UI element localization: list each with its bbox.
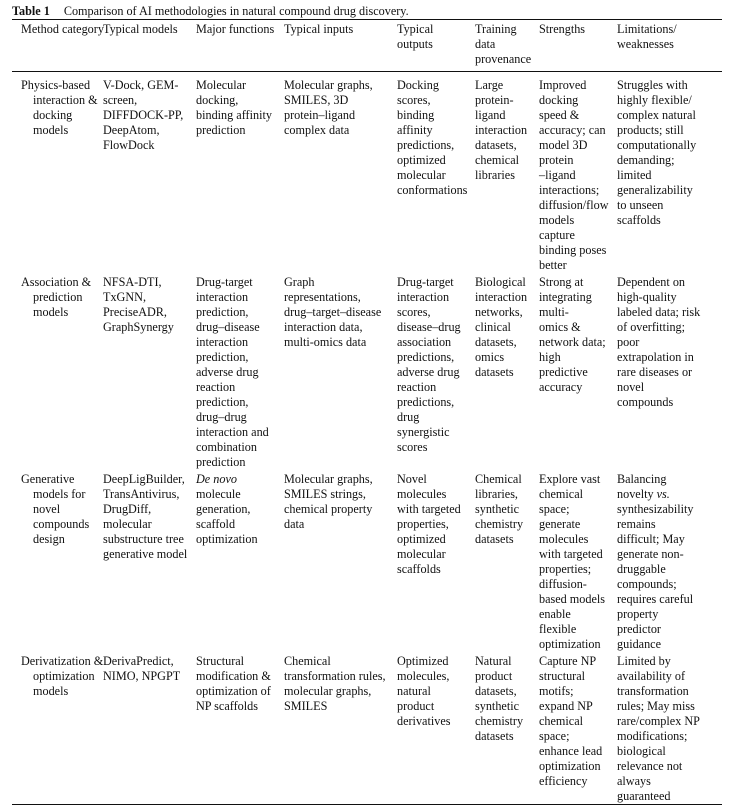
header-line: Typical models	[103, 22, 178, 36]
cell-line: molecular	[397, 168, 446, 182]
cell-line: remains	[617, 517, 656, 531]
cell-line: guaranteed	[617, 789, 671, 803]
table-cell	[617, 275, 722, 470]
cell-line: synergistic	[397, 425, 450, 439]
cell-line: libraries,	[475, 487, 518, 501]
cell-line: adverse drug	[397, 365, 460, 379]
header-line: Strengths	[539, 22, 586, 36]
cell-line: high	[539, 350, 561, 364]
method-category	[12, 78, 103, 273]
cell-line: diffusion-	[539, 577, 587, 591]
cell-line: synthesizability	[617, 502, 694, 516]
cell-line: interaction data,	[284, 320, 363, 334]
method-category	[12, 275, 103, 470]
cell-line: requires careful	[617, 592, 694, 606]
table-cell	[539, 78, 617, 273]
cell-line: Explore vast	[539, 472, 601, 486]
cell-line: Optimized	[397, 654, 449, 668]
cell-line: diffusion/flow	[539, 198, 609, 212]
cell-line: network data;	[539, 335, 606, 349]
cell-line: difficult; May	[617, 532, 685, 546]
category-line: Derivatization &	[21, 654, 104, 668]
cell-line: chemistry	[475, 714, 524, 728]
table-cell	[617, 472, 722, 652]
cell-line: transformation	[617, 684, 689, 698]
cell-line: NIMO, NPGPT	[103, 669, 181, 683]
cell-line: Graph	[284, 275, 315, 289]
cell-line: datasets	[475, 532, 514, 546]
cell-line: flexible	[539, 622, 577, 636]
cell-line: disease–drug	[397, 320, 461, 334]
cell-line: DerivaPredict,	[103, 654, 174, 668]
table-cell	[475, 654, 539, 804]
cell-line: drug–disease	[196, 320, 260, 334]
cell-line: Struggles with	[617, 78, 688, 92]
table-cell	[196, 78, 284, 273]
cell-line: V-Dock, GEM-	[103, 78, 179, 92]
cell-line: accuracy	[539, 380, 583, 394]
italic-text: De novo	[196, 472, 237, 486]
header-cell	[196, 20, 284, 71]
cell-line: optimized	[397, 532, 446, 546]
header-cell	[617, 20, 722, 71]
cell-line: with targeted	[539, 547, 603, 561]
table-cell	[196, 275, 284, 470]
table-cell	[196, 472, 284, 652]
cell-line: protein–ligand	[284, 108, 356, 122]
cell-line: predictions,	[397, 138, 455, 152]
cell-line: association	[397, 335, 452, 349]
table-cell	[475, 78, 539, 273]
cell-line: compounds	[617, 395, 674, 409]
table-cell	[397, 654, 475, 804]
category-line: models for	[33, 487, 86, 501]
cell-line: docking	[539, 93, 579, 107]
cell-line: modifications;	[617, 729, 688, 743]
table-row	[12, 273, 722, 470]
header-cell	[103, 20, 196, 71]
cell-line: space;	[539, 729, 570, 743]
cell-line: efficiency	[539, 774, 588, 788]
cell-line: complex data	[284, 123, 350, 137]
cell-line: reaction	[196, 380, 236, 394]
cell-line: NP scaffolds	[196, 699, 258, 713]
table-cell	[539, 654, 617, 804]
cell-line: interactions;	[539, 183, 600, 197]
cell-line: DrugDiff,	[103, 502, 152, 516]
cell-line: accuracy; can	[539, 123, 606, 137]
table-cell	[617, 78, 722, 273]
cell-line: guidance	[617, 637, 661, 651]
cell-line: scaffold	[196, 517, 236, 531]
cell-line: poor	[617, 335, 640, 349]
header-line: data	[475, 37, 496, 51]
cell-line: novel	[617, 380, 645, 394]
header-line: Limitations/	[617, 22, 677, 36]
cell-line: chemical property	[284, 502, 373, 516]
cell-line: scores,	[397, 305, 431, 319]
cell-line: Biological	[475, 275, 526, 289]
cell-line: with targeted	[397, 502, 461, 516]
category-line: interaction &	[33, 93, 98, 107]
table	[12, 3, 722, 805]
cell-line: PreciseADR,	[103, 305, 167, 319]
cell-line: highly flexible/	[617, 93, 692, 107]
category-line: models	[33, 123, 69, 137]
cell-line: based models	[539, 592, 606, 606]
cell-line: Chemical	[475, 472, 522, 486]
cell-line: binding poses	[539, 243, 607, 257]
cell-line: multi-	[539, 305, 569, 319]
table-cell	[284, 275, 397, 470]
cell-line: scaffolds	[617, 213, 661, 227]
cell-line: Capture NP	[539, 654, 597, 668]
cell-line: –ligand	[539, 168, 576, 182]
category-line: Association &	[21, 275, 92, 289]
cell-line: molecular	[103, 517, 152, 531]
cell-line: scores	[397, 440, 428, 454]
cell-line: NFSA-DTI,	[103, 275, 162, 289]
cell-line: speed &	[539, 108, 580, 122]
cell-line: interaction	[196, 290, 249, 304]
category-line: novel	[33, 502, 61, 516]
cell-line: druggable	[617, 562, 666, 576]
cell-line: screen,	[103, 93, 138, 107]
cell-line: GraphSynergy	[103, 320, 174, 334]
table-cell	[539, 472, 617, 652]
cell-line: Chemical	[284, 654, 331, 668]
cell-line: property	[617, 607, 659, 621]
header-line: Training	[475, 22, 517, 36]
cell-line: labeled data; risk	[617, 305, 701, 319]
cell-line: docking,	[196, 93, 239, 107]
cell-line: predictions,	[397, 350, 455, 364]
cell-line: molecules	[397, 487, 447, 501]
cell-line: availability of	[617, 669, 686, 683]
cell-line: compounds;	[617, 577, 677, 591]
cell-line: datasets,	[475, 138, 517, 152]
category-line: docking	[33, 108, 73, 122]
cell-line: interaction	[475, 123, 528, 137]
cell-line: SMILES	[284, 699, 328, 713]
cell-line: DIFFDOCK-PP,	[103, 108, 184, 122]
cell-line: multi-omics data	[284, 335, 367, 349]
cell-line: ligand	[475, 108, 506, 122]
cell-line: Molecular graphs,	[284, 78, 373, 92]
table-cell	[475, 472, 539, 652]
cell-line: prediction	[196, 455, 246, 469]
cell-line: Large	[475, 78, 504, 92]
cell-line: properties;	[539, 562, 592, 576]
cell-line: generalizability	[617, 183, 693, 197]
cell-line: synthetic	[475, 699, 520, 713]
cell-line: affinity	[397, 123, 433, 137]
cell-line: datasets	[475, 729, 514, 743]
cell-line: product	[475, 669, 513, 683]
cell-line: Structural	[196, 654, 245, 668]
cell-line: datasets,	[475, 684, 517, 698]
header-cell	[539, 20, 617, 71]
category-line: compounds	[33, 517, 90, 531]
header-cell	[284, 20, 397, 71]
cell-line: optimization of	[196, 684, 271, 698]
cell-line: properties,	[397, 517, 449, 531]
cell-line: molecules	[539, 532, 589, 546]
cell-line: generate non-	[617, 547, 684, 561]
header-line: Typical inputs	[284, 22, 354, 36]
cell-line: representations,	[284, 290, 361, 304]
table-cell	[539, 275, 617, 470]
cell-line: reaction	[397, 380, 437, 394]
cell-line: relevance not	[617, 759, 683, 773]
header-line: weaknesses	[617, 37, 674, 51]
cell-line: enable	[539, 607, 571, 621]
cell-line: substructure tree	[103, 532, 184, 546]
header-line: Method category	[21, 22, 104, 36]
cell-line: biological	[617, 744, 666, 758]
cell-line: rare diseases or	[617, 365, 693, 379]
cell-line: binding affinity	[196, 108, 272, 122]
header-line: Major functions	[196, 22, 275, 36]
table-row	[12, 652, 722, 804]
category-line: models	[33, 684, 69, 698]
cell-line: TransAntivirus,	[103, 487, 180, 501]
cell-line: prediction,	[196, 305, 249, 319]
cell-line: Improved	[539, 78, 587, 92]
cell-line: natural	[397, 684, 431, 698]
header-cell	[475, 20, 539, 71]
cell-line: structural	[539, 669, 586, 683]
cell-line: rare/complex NP	[617, 714, 700, 728]
caption-text: Comparison of AI methodologies in natural compound drug discovery.	[63, 4, 409, 18]
header-cell	[12, 20, 103, 71]
cell-line: drug	[397, 410, 420, 424]
cell-line: demanding;	[617, 153, 675, 167]
cell-line: FlowDock	[103, 138, 155, 152]
cell-line: modification &	[196, 669, 271, 683]
table-cell	[284, 78, 397, 273]
cell-line: molecular	[397, 547, 446, 561]
cell-line: Novel	[397, 472, 427, 486]
cell-line: computationally	[617, 138, 697, 152]
cell-line: extrapolation in	[617, 350, 694, 364]
table-cell	[103, 78, 196, 273]
cell-line: motifs;	[539, 684, 574, 698]
cell-line: SMILES strings,	[284, 487, 366, 501]
cell-line: products; still	[617, 123, 684, 137]
cell-line: Drug-target	[397, 275, 454, 289]
table-header	[12, 20, 722, 71]
cell-line: scores,	[397, 93, 431, 107]
category-line: Generative	[21, 472, 75, 486]
table-cell	[103, 275, 196, 470]
method-category	[12, 654, 103, 804]
cell-line: predictions,	[397, 395, 455, 409]
cell-line: optimized	[397, 153, 446, 167]
cell-line: Strong at	[539, 275, 584, 289]
cell-line: networks,	[475, 305, 523, 319]
table-row	[12, 470, 722, 652]
table-cell	[284, 654, 397, 804]
cell-line: Drug-target	[196, 275, 253, 289]
table-cell	[196, 654, 284, 804]
cell-line: combination	[196, 440, 257, 454]
cell-line: interaction	[475, 290, 528, 304]
table-row	[12, 72, 722, 273]
cell-line: datasets	[475, 365, 514, 379]
cell-line	[196, 472, 284, 487]
cell-line: Balancing	[617, 472, 667, 486]
cell-line: drug–target–disease	[284, 305, 382, 319]
cell-line: model 3D	[539, 138, 588, 152]
cell-line: prediction,	[196, 395, 249, 409]
cell-line: protein-	[475, 93, 514, 107]
cell-line: Limited by	[617, 654, 671, 668]
cell-line: of overfitting;	[617, 320, 686, 334]
cell-line: interaction and	[196, 425, 269, 439]
cell-line: omics &	[539, 320, 581, 334]
table-cell	[397, 472, 475, 652]
cell-line: novelty vs.	[617, 487, 670, 501]
cell-line: rules; May miss	[617, 699, 695, 713]
cell-line: optimization	[539, 637, 601, 651]
cell-line: chemistry	[475, 517, 524, 531]
cell-line: conformations	[397, 183, 468, 197]
cell-line: interaction	[397, 290, 450, 304]
cell-line: chemical	[475, 153, 519, 167]
cell-line: limited	[617, 168, 652, 182]
cell-line: molecules,	[397, 669, 450, 683]
category-line: Physics-based	[21, 78, 91, 92]
cell-line: predictive	[539, 365, 588, 379]
category-line: prediction	[33, 290, 83, 304]
cell-line: molecular graphs,	[284, 684, 372, 698]
table-cell	[284, 472, 397, 652]
cell-line: optimization	[539, 759, 601, 773]
cell-line: molecule	[196, 487, 241, 501]
cell-line: transformation rules,	[284, 669, 386, 683]
cell-line: optimization	[196, 532, 258, 546]
cell-line: synthetic	[475, 502, 520, 516]
cell-line: scaffolds	[397, 562, 441, 576]
header-line: Typical	[397, 22, 434, 36]
table-cell	[103, 654, 196, 804]
table-cell	[617, 654, 722, 804]
cell-line: Dependent on	[617, 275, 686, 289]
method-category	[12, 472, 103, 652]
header-cell	[397, 20, 475, 71]
cell-line: product	[397, 699, 435, 713]
cell-line: drug–drug	[196, 410, 247, 424]
cell-line: TxGNN,	[103, 290, 146, 304]
cell-line: protein	[539, 153, 574, 167]
cell-line: to unseen	[617, 198, 664, 212]
cell-line: generate	[539, 517, 581, 531]
cell-line: capture	[539, 228, 575, 242]
cell-line: prediction,	[196, 350, 249, 364]
cell-line: DeepLigBuilder,	[103, 472, 185, 486]
cell-line: datasets,	[475, 335, 517, 349]
table-cell	[397, 275, 475, 470]
cell-line: prediction	[196, 123, 246, 137]
cell-line: chemical	[539, 714, 583, 728]
table-caption	[12, 3, 722, 19]
cell-line: models	[539, 213, 575, 227]
cell-line: better	[539, 258, 567, 272]
cell-line: interaction	[196, 335, 249, 349]
cell-line: binding	[397, 108, 435, 122]
cell-line: always	[617, 774, 651, 788]
cell-line: high-quality	[617, 290, 677, 304]
category-line: design	[33, 532, 65, 546]
table-cell	[103, 472, 196, 652]
caption-label: Table 1	[12, 4, 50, 18]
cell-line: integrating	[539, 290, 592, 304]
cell-line: Natural	[475, 654, 512, 668]
cell-line: enhance lead	[539, 744, 603, 758]
table-cell	[475, 275, 539, 470]
cell-line: libraries	[475, 168, 515, 182]
cell-line: complex natural	[617, 108, 696, 122]
cell-line: SMILES, 3D	[284, 93, 349, 107]
cell-line: predictor	[617, 622, 661, 636]
cell-line: space;	[539, 502, 570, 516]
table-cell	[397, 78, 475, 273]
table-body	[12, 72, 722, 804]
category-line: models	[33, 305, 69, 319]
category-line: optimization	[33, 669, 95, 683]
cell-line: derivatives	[397, 714, 451, 728]
cell-line: adverse drug	[196, 365, 259, 379]
cell-line: Docking	[397, 78, 439, 92]
cell-line: Molecular graphs,	[284, 472, 373, 486]
header-line: provenance	[475, 52, 532, 66]
cell-line: omics	[475, 350, 505, 364]
cell-line: clinical	[475, 320, 511, 334]
cell-line: DeepAtom,	[103, 123, 160, 137]
cell-line: data	[284, 517, 305, 531]
cell-line: chemical	[539, 487, 583, 501]
cell-line: Molecular	[196, 78, 247, 92]
header-line: outputs	[397, 37, 433, 51]
cell-line: generative model	[103, 547, 188, 561]
cell-line: generation,	[196, 502, 251, 516]
cell-line: expand NP	[539, 699, 593, 713]
